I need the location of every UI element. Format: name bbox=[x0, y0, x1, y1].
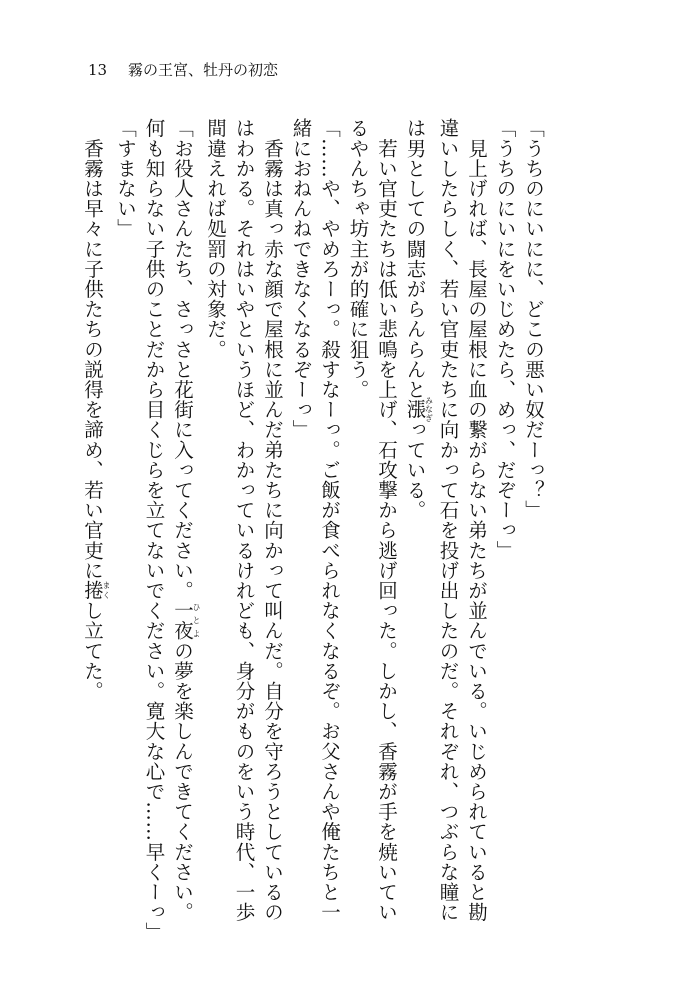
text-line: 「うちのにいにをいじめたら、めっ、だぞーっ」 bbox=[493, 118, 517, 561]
text-line: 香霧は早々に子供たちの説得を諦め、若い官吏に捲まくし立てた。 bbox=[81, 118, 111, 701]
text-line: 見上げれば、長屋の屋根に血の繋がらない弟たちが並んでいる。いじめられていると勘 bbox=[465, 118, 488, 922]
text-line: 違いしたらしく、若い官吏たちに向かって石を投げ出したのだ。それぞれ、つぶらな瞳に bbox=[436, 118, 460, 922]
ruby-annotation: 漲みなぎ bbox=[403, 396, 434, 423]
running-header bbox=[88, 60, 278, 80]
text-line: は男としての闘志がらんらんと漲みなぎっている。 bbox=[403, 118, 434, 521]
vertical-body-text bbox=[78, 118, 548, 988]
text-line: 「……や、やめろーっ。殺すなーっ。ご飯が食べられなくなるぞ。お父さんや俺たちと一 bbox=[318, 118, 341, 922]
text-line: 若い官吏たちは低い悲鳴を上げ、石攻撃から逃げ回った。しかし、香霧が手を焼いてい bbox=[375, 118, 398, 922]
text-line: 間違えれば処罰の対象だ。 bbox=[204, 118, 227, 360]
text-line: 「すまない」 bbox=[114, 118, 137, 239]
ruby-annotation: 捲まく bbox=[81, 580, 111, 601]
text-line: 何も知らない子供のことだから目くじらを立てないでください。寛大な心で……早くーっ」 bbox=[142, 118, 166, 943]
text-line: はわかる。それはいやというほど、わかっているけれども、身分がものをいう時代、一歩 bbox=[232, 118, 256, 922]
text-line: 緒におねんねできなくなるぞーっ」 bbox=[289, 118, 313, 440]
text-line: るやんちゃ坊主が的確に狙う。 bbox=[346, 118, 370, 400]
ruby-annotation: 一夜ひとよ bbox=[171, 600, 201, 641]
page-number: 13 bbox=[88, 61, 108, 79]
text-line: 「うちのにいにに、どこの悪い奴だーっ？」 bbox=[522, 118, 545, 520]
book-title: 霧の王宮、牡丹の初恋 bbox=[128, 61, 279, 79]
text-line: 「お役人さんたち、さっさと花街に入ってください。一夜ひとよの夢を楽しんできてください。 bbox=[171, 118, 201, 923]
text-line: 香霧は真っ赤な顔で屋根に並んだ弟たちに向かって叫んだ。自分を守ろうとしているの bbox=[261, 118, 284, 922]
